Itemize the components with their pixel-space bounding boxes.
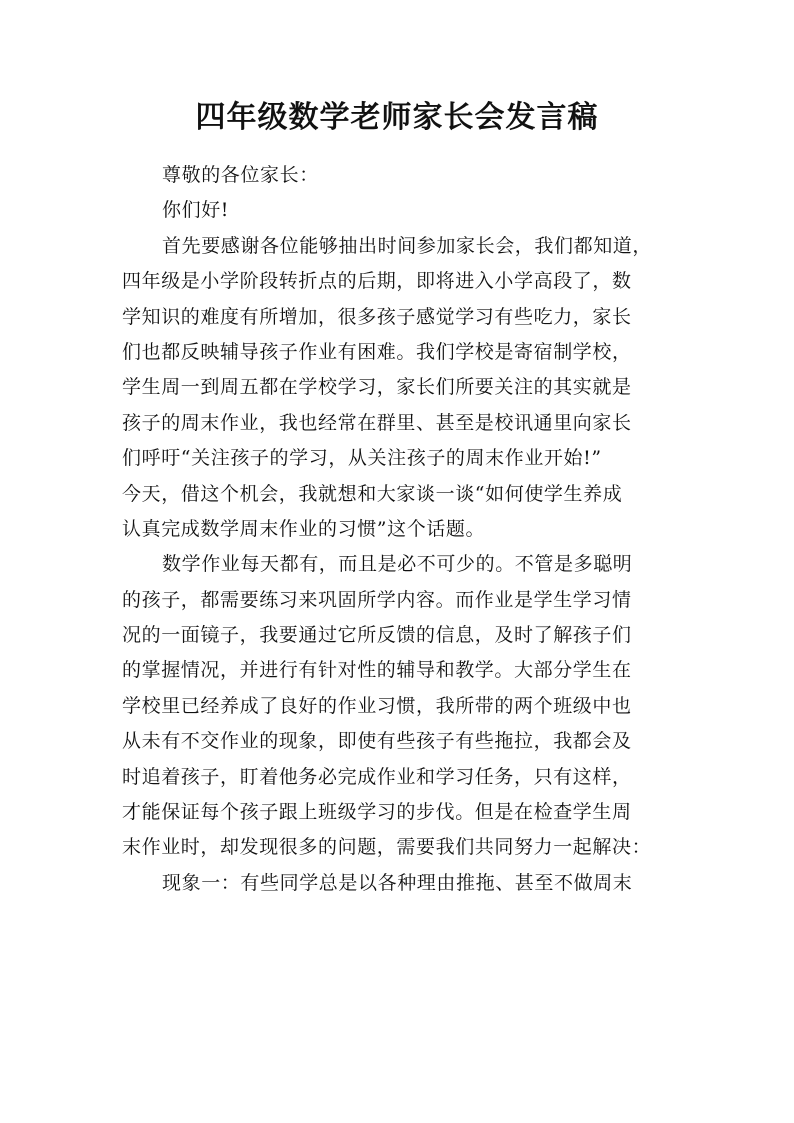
document-body: [122, 158, 682, 901]
paragraph-line: 学生周一到周五都在学校学习，家长们所要关注的其实就是: [122, 376, 632, 399]
paragraph-line: 才能保证每个孩子跟上班级学习的步伐。但是在检查学生周: [122, 801, 632, 824]
paragraph-line: 数学作业每天都有，而且是必不可少的。不管是多聪明: [162, 553, 633, 576]
paragraph-line: 况的一面镜子，我要通过它所反馈的信息，及时了解孩子们: [122, 624, 632, 647]
paragraph-line: 首先要感谢各位能够抽出时间参加家长会，我们都知道，: [162, 234, 653, 257]
paragraph-line: 们呼吁“关注孩子的学习，从关注孩子的周末作业开始!”: [122, 447, 602, 470]
paragraph-line: 四年级是小学阶段转折点的后期，即将进入小学高段了，数: [122, 270, 632, 293]
paragraph-line: 学校里已经养成了良好的作业习惯，我所带的两个班级中也: [122, 694, 632, 717]
paragraph-line: 的掌握情况，并进行有针对性的辅导和教学。大部分学生在: [122, 659, 632, 682]
paragraph-line: 现象一：有些同学总是以各种理由推拖、甚至不做周末: [162, 871, 633, 894]
salutation-line: 尊敬的各位家长：: [162, 164, 319, 186]
paragraph-line: 今天，借这个机会，我就想和大家谈一谈“如何使学生养成: [122, 482, 623, 505]
paragraph-line: 孩子的周末作业，我也经常在群里、甚至是校讯通里向家长: [122, 411, 632, 434]
paragraph-line: 们也都反映辅导孩子作业有困难。我们学校是寄宿制学校，: [122, 340, 632, 363]
greeting-line: 你们好!: [162, 199, 230, 222]
paragraph-line: 的孩子，都需要练习来巩固所学内容。而作业是学生学习情: [122, 588, 632, 611]
paragraph-line: 从未有不交作业的现象，即使有些孩子有些拖拉，我都会及: [122, 730, 632, 753]
document-title: 四年级数学老师家长会发言稿: [195, 100, 599, 135]
paragraph-line: 认真完成数学周末作业的习惯”这个话题。: [122, 517, 486, 540]
paragraph-line: 学知识的难度有所增加，很多孩子感觉学习有些吃力，家长: [122, 305, 632, 328]
paragraph-line: 末作业时，却发现很多的问题，需要我们共同努力一起解决：: [122, 836, 652, 859]
paragraph-line: 时追着孩子，盯着他务必完成作业和学习任务，只有这样，: [122, 765, 632, 788]
